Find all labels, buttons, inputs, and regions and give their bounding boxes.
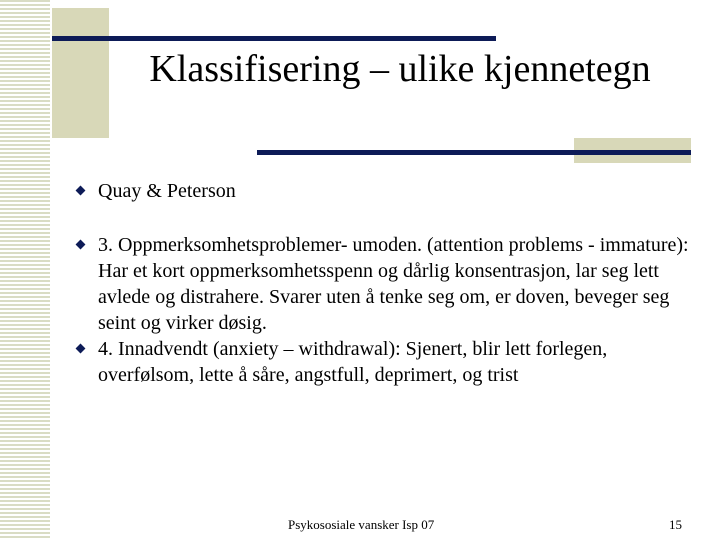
diamond-bullet-icon — [76, 240, 86, 250]
title-decor-block — [52, 8, 109, 138]
title-bottom-rule — [257, 150, 691, 155]
bullet-item — [75, 336, 695, 388]
bullet-item — [75, 232, 695, 336]
bullet-text: 3. Oppmerksomhetsproblemer- umoden. (attention problems - immature): Har et kort oppmerksomhetsspenn og dårlig konsentrasjon, lar seg lett avlede og distrahere. Svarer uten å tenke seg om, er doven, beveger seg seint og virker døsig. — [98, 234, 689, 334]
title-top-rule — [52, 36, 496, 41]
bullet-item — [75, 178, 695, 204]
page-number: 15 — [669, 517, 682, 532]
bullet-list — [75, 178, 695, 388]
bullet-text: 4. Innadvendt (anxiety – withdrawal): Sjenert, blir lett forlegen, overfølsom, lette å såre, angstfull, deprimert, og trist — [98, 338, 608, 386]
diamond-bullet-icon — [76, 186, 86, 196]
bullet-text: Quay & Peterson — [98, 180, 236, 202]
diamond-bullet-icon — [76, 344, 86, 354]
slide-footer: Psykososiale vansker Isp 07 — [288, 517, 435, 532]
slide-title: Klassifisering – ulike kjennetegn — [149, 48, 651, 90]
decorative-stripes — [0, 0, 50, 540]
